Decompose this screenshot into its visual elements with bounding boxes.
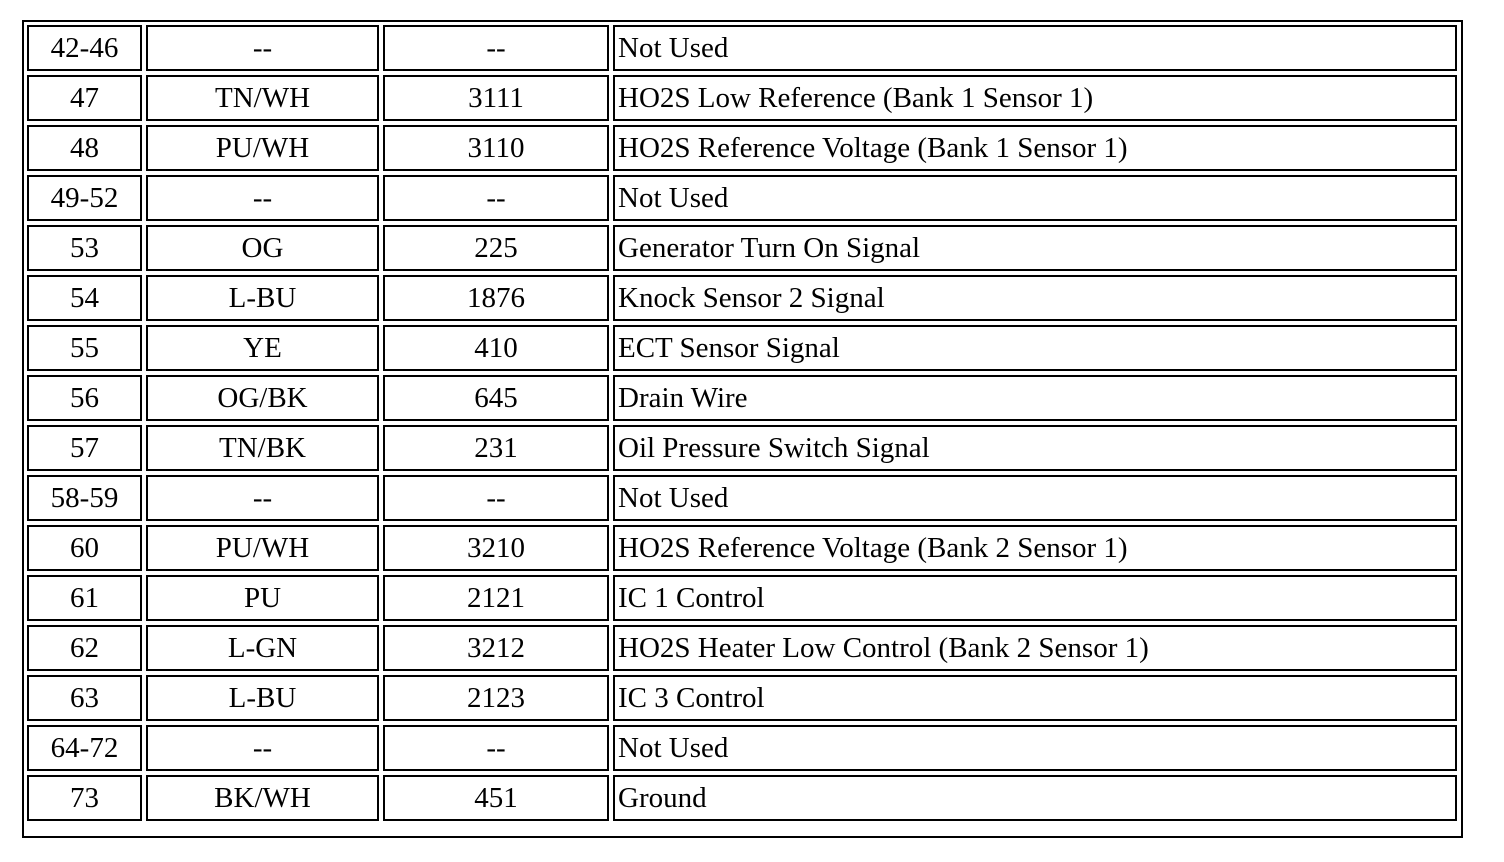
pin-cell: 73 [27,775,142,821]
pin-cell: 58-59 [27,475,142,521]
pin-function-cell: Not Used [613,175,1457,221]
pin-cell: 55 [27,325,142,371]
table-row [27,75,1457,121]
pin-cell: 54 [27,275,142,321]
pin-cell: 48 [27,125,142,171]
wire-color-cell: TN/BK [146,425,379,471]
table-row [27,475,1457,521]
pin-function-cell: Not Used [613,25,1457,71]
pin-function-cell: HO2S Heater Low Control (Bank 2 Sensor 1) [613,625,1457,671]
pin-function-cell: HO2S Low Reference (Bank 1 Sensor 1) [613,75,1457,121]
pin-function-cell: Knock Sensor 2 Signal [613,275,1457,321]
circuit-number-cell: 231 [383,425,609,471]
wire-color-cell: L-BU [146,675,379,721]
wire-color-cell: -- [146,175,379,221]
table-row [27,325,1457,371]
circuit-number-cell: -- [383,25,609,71]
table-row [27,175,1457,221]
table-row [27,525,1457,571]
pinout-table-frame [22,20,1463,838]
pin-cell: 56 [27,375,142,421]
circuit-number-cell: -- [383,725,609,771]
circuit-number-cell: 2121 [383,575,609,621]
pin-cell: 49-52 [27,175,142,221]
wire-color-cell: -- [146,475,379,521]
pin-function-cell: IC 1 Control [613,575,1457,621]
pin-cell: 61 [27,575,142,621]
pin-function-cell: IC 3 Control [613,675,1457,721]
circuit-number-cell: -- [383,475,609,521]
pin-cell: 57 [27,425,142,471]
pinout-table [23,21,1461,825]
pin-cell: 63 [27,675,142,721]
wire-color-cell: TN/WH [146,75,379,121]
pin-function-cell: HO2S Reference Voltage (Bank 1 Sensor 1) [613,125,1457,171]
pin-function-cell: HO2S Reference Voltage (Bank 2 Sensor 1) [613,525,1457,571]
circuit-number-cell: -- [383,175,609,221]
pin-cell: 42-46 [27,25,142,71]
table-row [27,625,1457,671]
circuit-number-cell: 451 [383,775,609,821]
wire-color-cell: OG [146,225,379,271]
pin-function-cell: Not Used [613,475,1457,521]
circuit-number-cell: 225 [383,225,609,271]
circuit-number-cell: 3110 [383,125,609,171]
circuit-number-cell: 410 [383,325,609,371]
circuit-number-cell: 3212 [383,625,609,671]
wire-color-cell: L-BU [146,275,379,321]
wire-color-cell: BK/WH [146,775,379,821]
table-row [27,25,1457,71]
pin-cell: 47 [27,75,142,121]
table-row [27,575,1457,621]
table-row [27,125,1457,171]
table-row [27,725,1457,771]
pin-function-cell: Not Used [613,725,1457,771]
circuit-number-cell: 3210 [383,525,609,571]
pin-cell: 64-72 [27,725,142,771]
circuit-number-cell: 3111 [383,75,609,121]
wire-color-cell: L-GN [146,625,379,671]
wire-color-cell: -- [146,725,379,771]
table-row [27,425,1457,471]
pin-cell: 53 [27,225,142,271]
table-row [27,675,1457,721]
table-row [27,375,1457,421]
pin-cell: 62 [27,625,142,671]
wire-color-cell: PU/WH [146,525,379,571]
wire-color-cell: YE [146,325,379,371]
pin-function-cell: ECT Sensor Signal [613,325,1457,371]
table-row [27,275,1457,321]
wire-color-cell: -- [146,25,379,71]
circuit-number-cell: 645 [383,375,609,421]
wire-color-cell: PU/WH [146,125,379,171]
pin-function-cell: Generator Turn On Signal [613,225,1457,271]
pin-function-cell: Oil Pressure Switch Signal [613,425,1457,471]
circuit-number-cell: 2123 [383,675,609,721]
table-row [27,225,1457,271]
pin-function-cell: Ground [613,775,1457,821]
table-row [27,775,1457,821]
pinout-table-body [27,25,1457,821]
circuit-number-cell: 1876 [383,275,609,321]
wire-color-cell: OG/BK [146,375,379,421]
pin-function-cell: Drain Wire [613,375,1457,421]
pin-cell: 60 [27,525,142,571]
wire-color-cell: PU [146,575,379,621]
